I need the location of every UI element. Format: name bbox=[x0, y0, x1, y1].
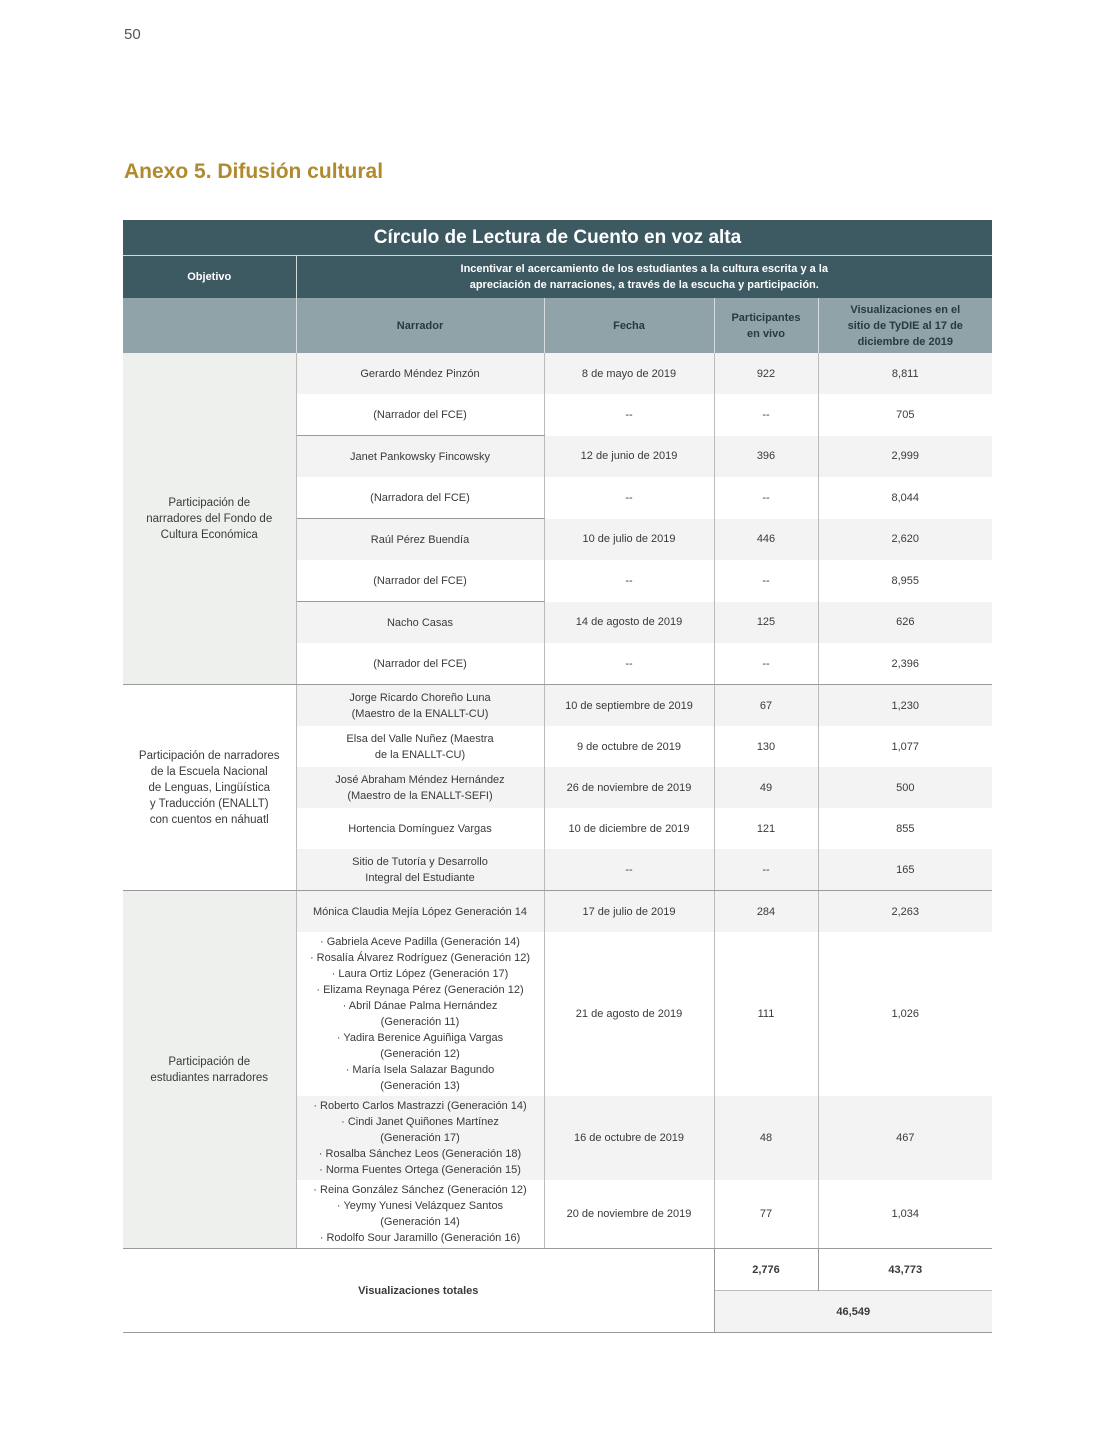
live-cell: -- bbox=[714, 394, 818, 436]
live-cell: 67 bbox=[714, 685, 818, 727]
category-cell: Participación de narradores del Fondo de Cultura Económica bbox=[123, 353, 296, 685]
date-cell: 10 de septiembre de 2019 bbox=[544, 685, 714, 727]
narrator-cell: Mónica Claudia Mejía López Generación 14 bbox=[296, 891, 544, 933]
views-cell: 1,034 bbox=[818, 1180, 992, 1249]
narrator-cell: Sitio de Tutoría y Desarrollo Integral del Estudiante bbox=[296, 849, 544, 891]
live-cell: 125 bbox=[714, 602, 818, 644]
table-row bbox=[123, 685, 992, 727]
table-row bbox=[123, 891, 992, 933]
date-cell: 10 de julio de 2019 bbox=[544, 519, 714, 561]
views-cell: 1,026 bbox=[891, 1008, 920, 1020]
live-cell: 48 bbox=[714, 1096, 818, 1180]
date-cell: 14 de agosto de 2019 bbox=[544, 602, 714, 644]
date-cell: 26 de noviembre de 2019 bbox=[544, 767, 714, 808]
header-date: Fecha bbox=[544, 298, 714, 353]
date-cell: -- bbox=[544, 849, 714, 891]
live-cell: 111 bbox=[714, 932, 818, 1096]
page-number: 50 bbox=[124, 26, 141, 43]
views-cell: 626 bbox=[818, 602, 992, 644]
views-cell: 500 bbox=[818, 767, 992, 808]
narrator-cell: (Narradora del FCE) bbox=[296, 477, 544, 519]
views-cell: 855 bbox=[896, 822, 915, 835]
date-cell: -- bbox=[544, 394, 714, 436]
category-cell: Participación de narradores de la Escuela Nacional de Lenguas, Lingüística y Traducción (ENALLT) con cuentos en náhuatl bbox=[123, 685, 296, 891]
table-title: Círculo de Lectura de Cuento en voz alta bbox=[123, 220, 992, 256]
narrator-cell: Hortencia Domínguez Vargas bbox=[296, 808, 544, 849]
date-cell: 16 de octubre de 2019 bbox=[544, 1096, 714, 1180]
narrator-cell: (Narrador del FCE) bbox=[296, 560, 544, 602]
views-cell: 8,811 bbox=[818, 353, 992, 394]
column-header-row bbox=[123, 298, 992, 353]
live-cell: 130 bbox=[714, 726, 818, 767]
live-cell: 396 bbox=[714, 436, 818, 478]
views-cell: 2,620 bbox=[818, 519, 992, 561]
table-title-row bbox=[123, 220, 992, 256]
views-cell: 1,077 bbox=[891, 740, 920, 753]
views-cell: 2,396 bbox=[818, 643, 992, 685]
date-cell: 9 de octubre de 2019 bbox=[544, 726, 714, 767]
date-cell: 8 de mayo de 2019 bbox=[544, 353, 714, 394]
live-total: 2,776 bbox=[714, 1249, 818, 1291]
narrator-cell: José Abraham Méndez Hernández (Maestro de la ENALLT-SEFI) bbox=[296, 767, 544, 808]
views-cell: 467 bbox=[818, 1096, 992, 1180]
objective-text: Incentivar el acercamiento de los estudiantes a la cultura escrita y a la apreciación de narraciones, a través de la escucha y participación. bbox=[296, 256, 992, 299]
narrator-cell: Jorge Ricardo Choreño Luna (Maestro de la ENALLT-CU) bbox=[296, 685, 544, 727]
date-cell: 10 de diciembre de 2019 bbox=[544, 808, 714, 849]
views-cell: 1,230 bbox=[818, 685, 992, 727]
section-title: Anexo 5. Difusión cultural bbox=[124, 160, 384, 183]
narrator-cell: Nacho Casas bbox=[296, 602, 544, 644]
date-cell: 12 de junio de 2019 bbox=[544, 436, 714, 478]
live-cell: 284 bbox=[714, 891, 818, 933]
table-row bbox=[123, 353, 992, 394]
views-cell: 8,955 bbox=[891, 574, 920, 587]
date-cell: 20 de noviembre de 2019 bbox=[544, 1180, 714, 1249]
narrator-cell: Raúl Pérez Buendía bbox=[296, 519, 544, 561]
live-cell: 49 bbox=[714, 767, 818, 808]
category-cell: Participación de estudiantes narradores bbox=[123, 891, 296, 1249]
header-narrator: Narrador bbox=[296, 298, 544, 353]
live-cell: 922 bbox=[714, 353, 818, 394]
live-cell: -- bbox=[714, 560, 818, 602]
narrator-cell: · Gabriela Aceve Padilla (Generación 14) · Rosalía Álvarez Rodríguez (Generación 12) · Laura Ortiz López (Generación 17) · Elizama Reynaga Pérez (Generación 12) · Abril Dánae Palma Hernández (Generación 11) · Yadira Berenice Aguiñiga Vargas (Generación 12) · María Isela Salazar Bagundo (Generación 13) bbox=[296, 932, 544, 1096]
views-total: 43,773 bbox=[818, 1249, 992, 1291]
views-cell: 705 bbox=[896, 408, 915, 421]
narrator-cell: · Roberto Carlos Mastrazzi (Generación 14) · Cindi Janet Quiñones Martínez (Generación 17) · Rosalba Sánchez Leos (Generación 18) · Norma Fuentes Ortega (Generación 15) bbox=[296, 1096, 544, 1180]
date-cell: 17 de julio de 2019 bbox=[544, 891, 714, 933]
objective-label: Objetivo bbox=[123, 256, 296, 299]
live-cell: -- bbox=[714, 849, 818, 891]
header-views: Visualizaciones en el sitio de TyDIE al 17 de diciembre de 2019 bbox=[818, 298, 992, 353]
views-cell: 2,263 bbox=[818, 891, 992, 933]
live-cell: -- bbox=[714, 643, 818, 685]
live-cell: 446 bbox=[714, 519, 818, 561]
views-cell: 8,044 bbox=[891, 491, 920, 504]
grand-total: 46,549 bbox=[714, 1291, 992, 1333]
narrator-cell: (Narrador del FCE) bbox=[296, 643, 544, 685]
narrator-cell: · Reina González Sánchez (Generación 12) · Yeymy Yunesi Velázquez Santos (Generación 14) · Rodolfo Sour Jaramillo (Generación 16) bbox=[296, 1180, 544, 1249]
date-cell: -- bbox=[544, 560, 714, 602]
narrator-cell: Elsa del Valle Nuñez (Maestra de la ENALLT-CU) bbox=[296, 726, 544, 767]
header-live: Participantes en vivo bbox=[714, 298, 818, 353]
live-cell: 121 bbox=[714, 808, 818, 849]
date-cell: -- bbox=[544, 477, 714, 519]
totals-row bbox=[123, 1249, 992, 1291]
date-cell: 21 de agosto de 2019 bbox=[544, 932, 714, 1096]
narrator-cell: Gerardo Méndez Pinzón bbox=[296, 353, 544, 394]
date-cell: -- bbox=[544, 643, 714, 685]
reading-circle-table bbox=[123, 220, 992, 1333]
objective-row bbox=[123, 256, 992, 299]
narrator-cell: Janet Pankowsky Fincowsky bbox=[296, 436, 544, 478]
narrator-cell: (Narrador del FCE) bbox=[296, 394, 544, 436]
views-cell: 2,999 bbox=[818, 436, 992, 478]
live-cell: 77 bbox=[714, 1180, 818, 1249]
live-cell: -- bbox=[714, 477, 818, 519]
header-empty bbox=[123, 298, 296, 353]
totals-label: Visualizaciones totales bbox=[123, 1249, 714, 1333]
views-cell: 165 bbox=[818, 849, 992, 891]
